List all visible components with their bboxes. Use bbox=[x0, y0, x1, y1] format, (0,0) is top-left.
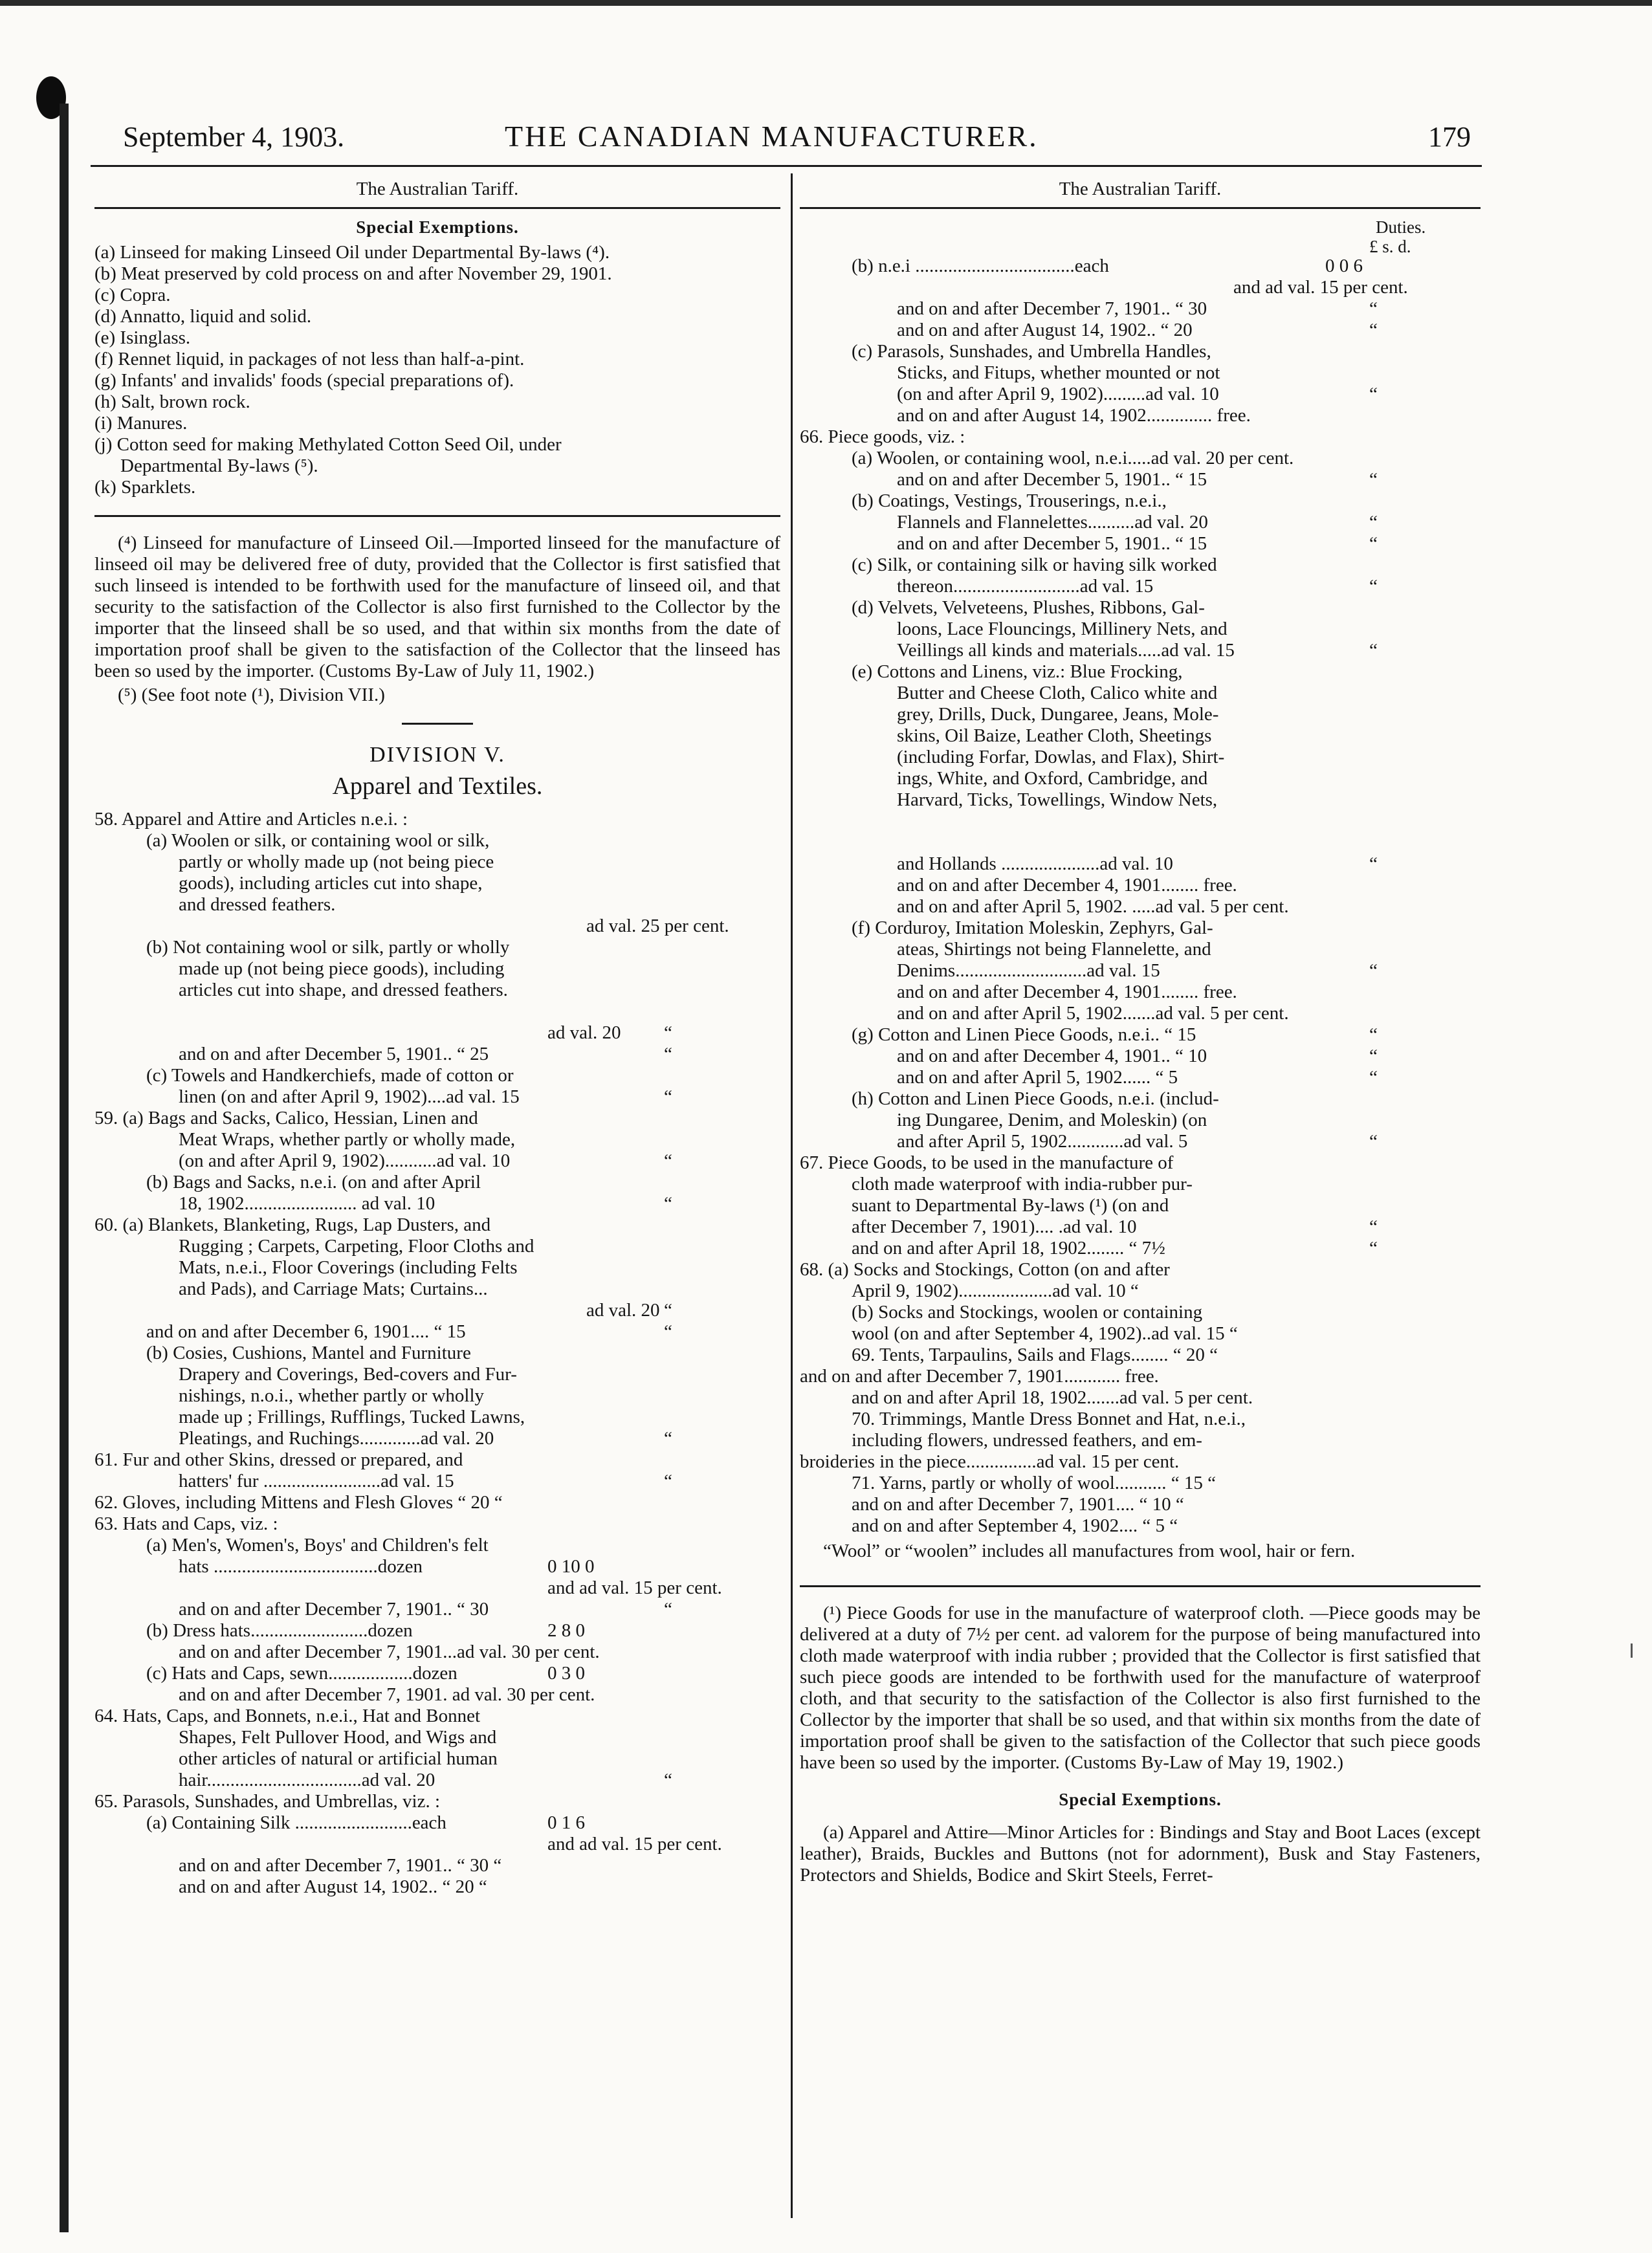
table-row: ateas, Shirtings not being Flannelette, and bbox=[897, 939, 1211, 960]
table-row: 63. Hats and Caps, viz. : bbox=[94, 1513, 278, 1534]
list-item: Departmental By-laws (⁵). bbox=[120, 456, 318, 476]
list-item: (e) Isinglass. bbox=[94, 327, 191, 348]
footnote-rule-right bbox=[800, 1585, 1481, 1587]
table-row: and Hollands .....................ad val. 10 “ bbox=[897, 853, 1378, 874]
table-row: and on and after August 14, 1902.. “ 20 “ bbox=[179, 1876, 487, 1897]
left-column bbox=[94, 175, 780, 1898]
table-row: Sticks, and Fitups, whether mounted or not bbox=[897, 362, 1220, 383]
table-row: and ad val. 15 per cent. bbox=[547, 1577, 722, 1598]
table-row: (f) Corduroy, Imitation Moleskin, Zephyrs, Gal- bbox=[852, 918, 1213, 938]
table-row: and on and after December 4, 1901........ free. bbox=[897, 875, 1237, 896]
table-row: and after April 5, 1902............ad val. 5 “ bbox=[897, 1131, 1378, 1152]
table-row: ad val. 25 per cent. bbox=[586, 916, 729, 936]
table-row: Drapery and Coverings, Bed-covers and Fur- bbox=[179, 1364, 517, 1385]
list-item: (h) Salt, brown rock. bbox=[94, 391, 250, 412]
table-row: Shapes, Felt Pullover Hood, and Wigs and bbox=[179, 1727, 497, 1748]
table-row: (c) Silk, or containing silk or having silk worked bbox=[852, 555, 1217, 575]
table-row: 62. Gloves, including Mittens and Flesh Gloves “ 20 “ bbox=[94, 1492, 503, 1513]
table-row: hats ...................................dozen 0 10 0 bbox=[179, 1556, 595, 1577]
table-row: (h) Cotton and Linen Piece Goods, n.e.i. (includ- bbox=[852, 1088, 1219, 1109]
section-title: Apparel and Textiles. bbox=[332, 773, 543, 800]
special-exemptions-heading-right: Special Exemptions. bbox=[1059, 1790, 1222, 1809]
table-row: (e) Cottons and Linens, viz.: Blue Frocking, bbox=[852, 661, 1183, 682]
table-row: 68. (a) Socks and Stockings, Cotton (on and after bbox=[800, 1259, 1170, 1280]
left-title-rule bbox=[94, 207, 780, 209]
list-item: (j) Cotton seed for making Methylated Cotton Seed Oil, under bbox=[94, 434, 562, 455]
table-row: (on and after April 9, 1902).........ad val. 10 “ bbox=[897, 384, 1378, 404]
duties-heading-row: Duties. bbox=[1376, 217, 1426, 237]
page-number: 179 bbox=[1428, 121, 1471, 153]
section-rule bbox=[402, 723, 473, 725]
table-row: and on and after December 6, 1901.... “ 15 “ bbox=[146, 1321, 672, 1342]
list-item: (f) Rennet liquid, in packages of not less than half-a-pint. bbox=[94, 349, 525, 369]
table-row: including flowers, undressed feathers, and em- bbox=[852, 1430, 1202, 1451]
tariff-list-right bbox=[800, 256, 1481, 1537]
table-row: (b) Socks and Stockings, woolen or containing bbox=[852, 1302, 1203, 1323]
table-row: and on and after September 4, 1902.... “ 5 “ bbox=[852, 1515, 1178, 1536]
column-divider bbox=[791, 173, 793, 2218]
table-row: goods), including articles cut into shape, bbox=[179, 873, 483, 894]
footnote-piece-goods: (¹) Piece Goods for use in the manufacture of waterproof cloth. —Piece goods may be delivered at a duty of 7½ per cent. ad valorem for the purpose of being manufactured into cloth made waterproof with india rubber ; provided that the Collector is first satisfied that such piece goods are intended to be forthwith used for the manufacture of waterproof cloth, and that security to the satisfaction of the Collector is also first furnished to the Collector by the importer that shall be so used, and that within six months from the date of importation proof shall be given to the satisfaction of the Collector that such piece goods have been so used by the importer. (Customs By-Law of May 19, 1902.) bbox=[800, 1603, 1481, 1773]
table-row: Mats, n.e.i., Floor Coverings (including Felts bbox=[179, 1257, 518, 1278]
list-item: (d) Annatto, liquid and solid. bbox=[94, 306, 312, 327]
table-row: (b) n.e.i ..................................each 0 0 6 bbox=[852, 256, 1363, 276]
table-row: (b) Dress hats.........................dozen 2 8 0 bbox=[146, 1620, 585, 1641]
table-row: and on and after April 5, 1902. .....ad val. 5 per cent. bbox=[897, 896, 1289, 917]
table-row: loons, Lace Flouncings, Millinery Nets, and bbox=[897, 619, 1228, 639]
table-row: Meat Wraps, whether partly or wholly made, bbox=[179, 1129, 516, 1150]
table-row: Pleatings, and Ruchings.............ad val. 20 “ bbox=[179, 1428, 672, 1449]
division-title: DIVISION V. bbox=[369, 743, 505, 767]
special-exemptions-heading: Special Exemptions. bbox=[356, 217, 519, 237]
table-row: broideries in the piece...............ad val. 15 per cent. bbox=[800, 1451, 1180, 1472]
exemption-list bbox=[94, 242, 780, 498]
wool-note: “Wool” or “woolen” includes all manufactures from wool, hair or fern. bbox=[823, 1541, 1356, 1561]
table-row: Harvard, Ticks, Towellings, Window Nets, bbox=[897, 789, 1218, 810]
table-row: 65. Parasols, Sunshades, and Umbrellas, viz. : bbox=[94, 1791, 441, 1812]
table-row: 58. Apparel and Attire and Articles n.e.i. : bbox=[94, 809, 408, 830]
table-row: ings, White, and Oxford, Cambridge, and bbox=[897, 768, 1208, 789]
table-row: 69. Tents, Tarpaulins, Sails and Flags........ “ 20 “ bbox=[852, 1345, 1218, 1365]
table-row: partly or wholly made up (not being piece bbox=[179, 852, 494, 872]
table-row: and on and after December 7, 1901.. “ 30 “ bbox=[897, 298, 1378, 319]
table-row: (b) Cosies, Cushions, Mantel and Furniture bbox=[146, 1343, 471, 1363]
table-row: and on and after December 7, 1901.. “ 30 “ bbox=[179, 1599, 672, 1620]
table-row: cloth made waterproof with india-rubber pur- bbox=[852, 1174, 1193, 1194]
table-row: thereon...........................ad val. 15 “ bbox=[897, 576, 1378, 597]
table-row: hatters' fur .........................ad val. 15 “ bbox=[179, 1471, 672, 1491]
tariff-list-left bbox=[94, 809, 780, 1898]
table-row: ad val. 20 “ bbox=[547, 1022, 672, 1043]
table-row: made up (not being piece goods), including bbox=[179, 958, 505, 979]
table-row: 70. Trimmings, Mantle Dress Bonnet and Hat, n.e.i., bbox=[852, 1409, 1246, 1429]
left-column-title: The Australian Tariff. bbox=[356, 179, 519, 199]
scan-speck bbox=[1631, 1643, 1633, 1658]
table-row: Denims............................ad val. 15 “ bbox=[897, 960, 1378, 981]
table-row: ad val. 20 “ bbox=[586, 1300, 672, 1321]
footnote-rule bbox=[94, 515, 780, 517]
table-row: (a) Woolen, or containing wool, n.e.i.....ad val. 20 per cent. bbox=[852, 448, 1294, 468]
footnote-linseed: (⁴) Linseed for manufacture of Linseed Oil.—Imported linseed for the manufacture of linseed oil may be delivered free of duty, provided that the Collector is first satisfied that such linseed is intended to be forthwith used for the manufacture of linseed oil, and that security to the satisfaction of the Collector is also first furnished to the Collector by the importer that the linseed shall be so used, and that within six months from the date of importation proof shall be given to the satisfaction of the Collector that the linseed has been so used by the importer. (Customs By-Law of July 11, 1902.) bbox=[94, 533, 780, 681]
table-row: and dressed feathers. bbox=[179, 894, 336, 915]
table-row: and on and after December 5, 1901.. “ 15 “ bbox=[897, 469, 1378, 490]
table-row: 66. Piece goods, viz. : bbox=[800, 426, 965, 447]
table-row: nishings, n.o.i., whether partly or wholly bbox=[179, 1385, 485, 1406]
table-row: (including Forfar, Dowlas, and Flax), Shirt- bbox=[897, 747, 1225, 767]
table-row: and on and after April 18, 1902.......ad val. 5 per cent. bbox=[852, 1387, 1253, 1408]
table-row: (c) Parasols, Sunshades, and Umbrella Handles, bbox=[852, 341, 1211, 362]
table-row bbox=[800, 832, 1481, 853]
journal-title: THE CANADIAN MANUFACTURER. bbox=[505, 120, 1039, 153]
table-row bbox=[94, 1001, 780, 1022]
table-row: other articles of natural or artificial human bbox=[179, 1748, 498, 1769]
table-row: and on and after April 5, 1902.......ad val. 5 per cent. bbox=[897, 1003, 1289, 1024]
table-row: (a) Containing Silk .........................each 0 1 6 bbox=[146, 1812, 585, 1833]
table-row: made up ; Frillings, Rufflings, Tucked Lawns, bbox=[179, 1407, 525, 1427]
table-row: and on and after August 14, 1902.............. free. bbox=[897, 405, 1251, 426]
list-item: (b) Meat preserved by cold process on and after November 29, 1901. bbox=[94, 263, 612, 284]
table-row: hair.................................ad val. 20 “ bbox=[179, 1770, 672, 1790]
table-row: and Pads), and Carriage Mats; Curtains... bbox=[179, 1279, 488, 1299]
table-row: suant to Departmental By-laws (¹) (on and bbox=[852, 1195, 1169, 1216]
table-row: grey, Drills, Duck, Dungaree, Jeans, Mole- bbox=[897, 704, 1219, 725]
table-row: (c) Towels and Handkerchiefs, made of cotton or bbox=[146, 1065, 514, 1086]
table-row: ing Dungaree, Denim, and Moleskin) (on bbox=[897, 1110, 1207, 1130]
table-row: and on and after December 7, 1901.. “ 30 “ bbox=[179, 1855, 502, 1876]
table-row: (d) Velvets, Velveteens, Plushes, Ribbons, Gal- bbox=[852, 597, 1205, 618]
list-item: (g) Infants' and invalids' foods (special preparations of). bbox=[94, 370, 514, 391]
table-row: and on and after December 7, 1901............ free. bbox=[800, 1366, 1159, 1387]
table-row: linen (on and after April 9, 1902)....ad val. 15 “ bbox=[179, 1086, 672, 1107]
table-row: Butter and Cheese Cloth, Calico white and bbox=[897, 683, 1218, 703]
table-row: and on and after April 18, 1902........ “ 7½ “ bbox=[852, 1238, 1378, 1258]
right-column bbox=[800, 175, 1481, 1886]
table-row: and on and after April 5, 1902...... “ 5 “ bbox=[897, 1067, 1378, 1088]
table-row: Veillings all kinds and materials.....ad val. 15 “ bbox=[897, 640, 1378, 661]
table-row: 59. (a) Bags and Sacks, Calico, Hessian, Linen and bbox=[94, 1108, 478, 1128]
table-row bbox=[800, 811, 1481, 832]
running-header bbox=[123, 116, 1471, 155]
table-row: (a) Woolen or silk, or containing wool or silk, bbox=[146, 830, 490, 851]
table-row: and on and after December 5, 1901.. “ 25 “ bbox=[179, 1044, 672, 1064]
table-row: (b) Coatings, Vestings, Trouserings, n.e.i., bbox=[852, 490, 1167, 511]
table-row: (b) Not containing wool or silk, partly or wholly bbox=[146, 937, 510, 958]
table-row: (b) Bags and Sacks, n.e.i. (on and after April bbox=[146, 1172, 481, 1192]
table-row: and on and after December 7, 1901. ad val. 30 per cent. bbox=[179, 1684, 595, 1705]
list-item: (k) Sparklets. bbox=[94, 477, 196, 498]
table-row: and on and after December 5, 1901.. “ 15 “ bbox=[897, 533, 1378, 554]
footnote-see: (⁵) (See foot note (¹), Division VII.) bbox=[118, 685, 385, 705]
list-item: (c) Copra. bbox=[94, 285, 171, 305]
table-row: and ad val. 15 per cent. bbox=[1233, 277, 1408, 298]
table-row: 60. (a) Blankets, Blanketing, Rugs, Lap Dusters, and bbox=[94, 1214, 491, 1235]
table-row: (g) Cotton and Linen Piece Goods, n.e.i.. “ 15 “ bbox=[852, 1024, 1378, 1045]
header-date: September 4, 1903. bbox=[123, 121, 345, 153]
currency-heading-row: £ s. d. bbox=[1369, 237, 1411, 256]
table-row: 67. Piece Goods, to be used in the manufacture of bbox=[800, 1152, 1174, 1173]
apparel-exemptions-text: (a) Apparel and Attire—Minor Articles for : Bindings and Stay and Boot Laces (except leather), Braids, Buckles and Buttons (not for adornment), Busk and Stay Fasteners, Protectors and Shields, Bodice and Skirt Steels, Ferret- bbox=[800, 1822, 1481, 1885]
table-row: and ad val. 15 per cent. bbox=[547, 1834, 722, 1854]
table-row: 71. Yarns, partly or wholly of wool........... “ 15 “ bbox=[852, 1473, 1217, 1493]
table-row: and on and after December 4, 1901........ free. bbox=[897, 982, 1237, 1002]
table-row: (c) Hats and Caps, sewn..................dozen 0 3 0 bbox=[146, 1663, 585, 1684]
table-row: (on and after April 9, 1902)...........ad val. 10 “ bbox=[179, 1150, 672, 1171]
scan-top-edge bbox=[0, 0, 1652, 6]
header-rule bbox=[91, 165, 1482, 167]
binding-edge bbox=[60, 104, 69, 2232]
table-row: 61. Fur and other Skins, dressed or prepared, and bbox=[94, 1449, 463, 1470]
table-row: 18, 1902........................ ad val. 10 “ bbox=[179, 1193, 672, 1214]
table-row: and on and after December 7, 1901...ad val. 30 per cent. bbox=[179, 1642, 600, 1662]
list-item: (i) Manures. bbox=[94, 413, 188, 434]
right-column-title: The Australian Tariff. bbox=[1059, 179, 1222, 199]
right-title-rule bbox=[800, 207, 1481, 209]
table-row: wool (on and after September 4, 1902)..ad val. 15 “ bbox=[852, 1323, 1238, 1344]
table-row: articles cut into shape, and dressed feathers. bbox=[179, 980, 508, 1000]
table-row: and on and after December 7, 1901.... “ 10 “ bbox=[852, 1494, 1184, 1515]
list-item: (a) Linseed for making Linseed Oil under Departmental By-laws (⁴). bbox=[94, 242, 610, 263]
table-row: skins, Oil Baize, Leather Cloth, Sheetings bbox=[897, 725, 1212, 746]
table-row: after December 7, 1901).... .ad val. 10 “ bbox=[852, 1216, 1378, 1237]
table-row: Flannels and Flannelettes..........ad val. 20 “ bbox=[897, 512, 1378, 533]
table-row: and on and after August 14, 1902.. “ 20 “ bbox=[897, 320, 1378, 340]
table-row: April 9, 1902)....................ad val. 10 “ bbox=[852, 1280, 1139, 1301]
table-row: 64. Hats, Caps, and Bonnets, n.e.i., Hat and Bonnet bbox=[94, 1706, 481, 1726]
table-row: and on and after December 4, 1901.. “ 10 “ bbox=[897, 1046, 1378, 1066]
table-row: Rugging ; Carpets, Carpeting, Floor Cloths and bbox=[179, 1236, 534, 1257]
table-row: (a) Men's, Women's, Boys' and Children's felt bbox=[146, 1535, 489, 1555]
